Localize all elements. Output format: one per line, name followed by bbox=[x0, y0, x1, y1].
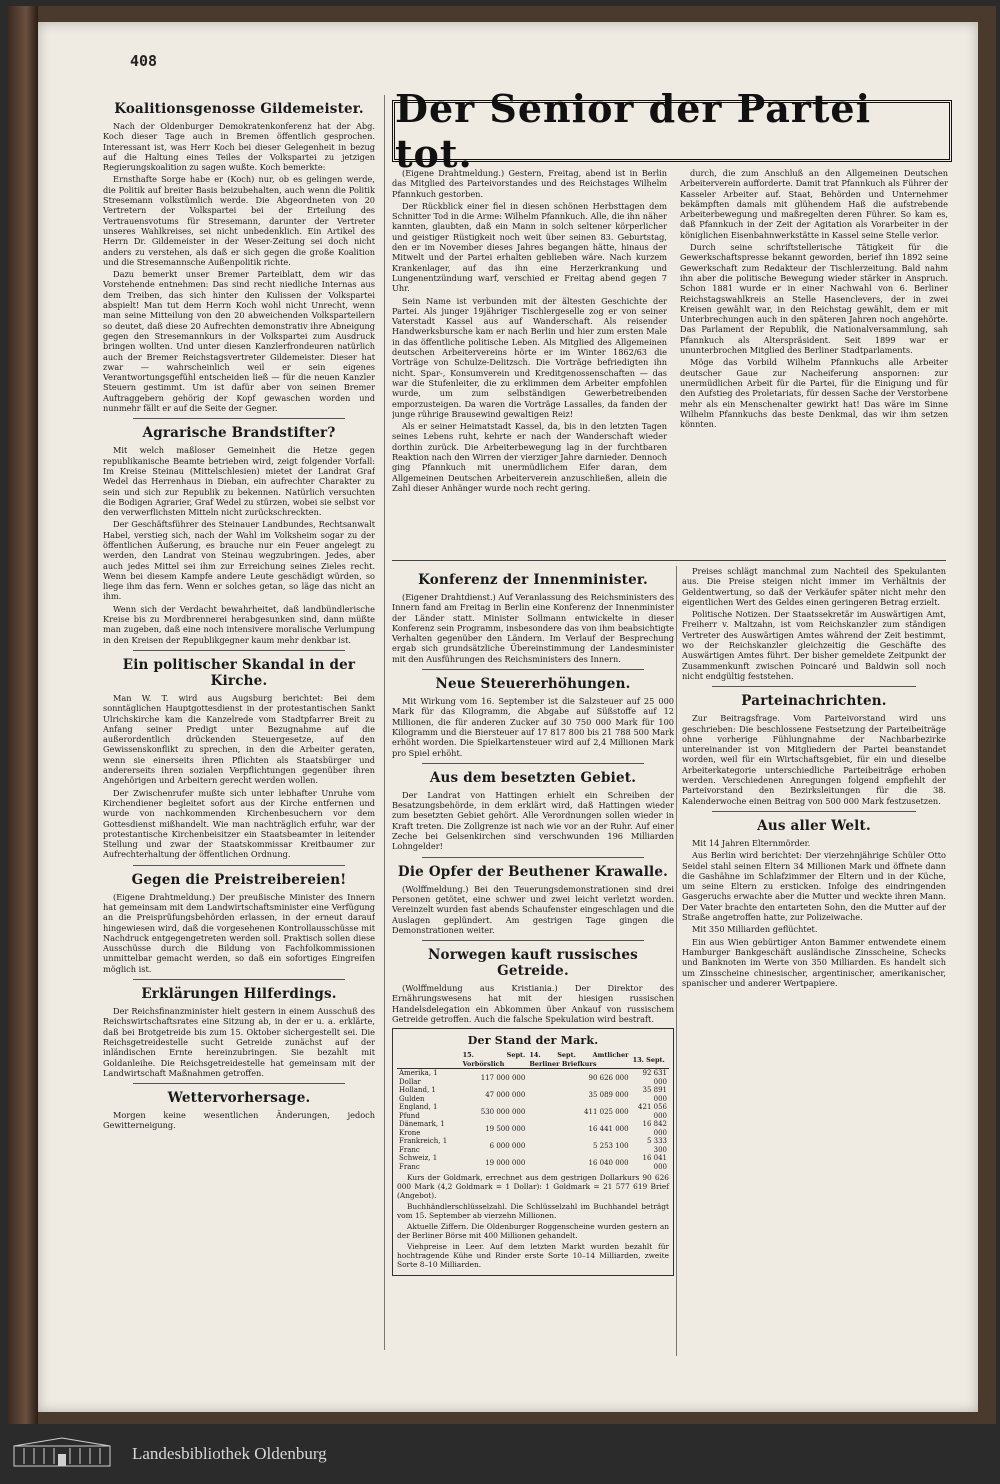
lead-paragraph: (Eigene Drahtmeldung.) Gestern, Freitag, abend ist in Berlin das Mitglied des Parteivorstandes und des Reichstages Wilhelm Pfannkuch gestorben. bbox=[392, 168, 667, 199]
market-row bbox=[397, 1086, 669, 1103]
library-brand: Landesbibliothek Oldenburg bbox=[132, 1444, 327, 1463]
article-heading: Aus aller Welt. bbox=[757, 817, 871, 834]
article-rule bbox=[422, 763, 644, 764]
article-heading: Neue Steuererhöhungen. bbox=[435, 676, 631, 693]
article-paragraph: Ernsthafte Sorge habe er (Koch) nur, ob es gelingen werde, die Politik auf breiter Basis beizubehalten, auch wenn die Politik Stresemann volkstümlich werde. Die Abgeordneten von 20 Vertretern der Volkspartei bei der Erteilung des Vertrauensvotums für Stresemann, darunter der Vertreter unseres Wahlkreises, sei nicht unbedenklich. Ein Artikel des Herrn Dr. Gildemeister in der Weser-Zeitung sei doch nicht anders zu verstehen, als daß er sich gegen die große Koalition und die Stresemannsche Außenpolitik richte. bbox=[103, 174, 375, 267]
market-cell: 35 891 000 bbox=[642, 1086, 667, 1103]
market-cell: Holland, 1 Gulden bbox=[399, 1086, 436, 1103]
market-row bbox=[397, 1120, 669, 1137]
market-cell: 5 333 300 bbox=[646, 1137, 667, 1154]
market-title: Der Stand der Mark. bbox=[467, 1034, 599, 1048]
market-cell: England, 1 Pfund bbox=[399, 1103, 438, 1120]
column-3 bbox=[682, 566, 946, 1356]
market-header: 14. Sept. Amtlicher Berliner Briefkurs bbox=[529, 1051, 629, 1068]
market-cell: 117 000 000 bbox=[480, 1073, 526, 1082]
market-note: Buchhändlerschlüsselzahl. Die Schlüsselzahl im Buchhandel beträgt vom 15. September ab vierzehn Millionen. bbox=[397, 1202, 669, 1221]
lead-paragraph: Der Rückblick einer fiel in diesen schönen Herbsttagen dem Schnitter Tod in die Arme: Wilhelm Pfannkuch. Alle, die ihn näher kannten, glaubten, daß ein Mann in solch seltener körperlicher und geistiger Rüstigkeit noch weit über seinen 83. Geburtstag, den er im November dieses Jahres begangen hätte, hinaus der Mitwelt und der Partei erhalten geblieben wäre. Nach kurzem Krankenlager, auf das ihn eine Herzerkrankung und Lungenentzündung warf, verschied er Freitag abend gegen 7 Uhr. bbox=[392, 200, 667, 294]
article-rule bbox=[422, 857, 644, 858]
market-cell: 90 626 000 bbox=[588, 1073, 629, 1082]
article-heading: Aus dem besetzten Gebiet. bbox=[429, 769, 637, 786]
market-cell: Amerika, 1 Dollar bbox=[399, 1069, 438, 1086]
market-row bbox=[397, 1069, 669, 1087]
article-paragraph: Mit welch maßloser Gemeinheit die Hetze gegen republikanische Beamte betrieben wird, zeigt folgender Vorfall: Im Kreise Steinau (Mittelschlesien) mietet der Landrat Graf Wedel das Herrenhaus in Dieban, ein aufrechter Charakter zu sein und sich zur Republik zu bekennen. Natürlich versuchten die Bodigen Agrarier, Graf Wedel zu stürzen, wobei sie selbst vor den verwerflichsten Mitteln nicht zurückschreckten. bbox=[103, 445, 375, 518]
market-cell: 92 631 000 bbox=[642, 1069, 667, 1086]
article-paragraph: Der Geschäftsführer des Steinauer Landbundes, Rechtsanwalt Habel, verstieg sich, nach der Wahl im Volksheim sogar zu der öffentlichen Äußerung, es brauche nur ein Feuer angelegt zu werden, den Landrat von Steinau wegzubringen. Jedes, aber auch jedes Mittel sei ihm zur Erreichung seines Zieles recht. Wenn bei diesem Kampfe andere Leute geschädigt würden, so liege ihm das fern. Wenn er solches getan, so läge das nicht an ihm. bbox=[103, 519, 375, 602]
article-heading: Wettervorhersage. bbox=[167, 1090, 311, 1107]
article-paragraph: Nach der Oldenburger Demokratenkonferenz hat der Abg. Koch dieser Tage auch in Bremen öffentlich gesprochen. Interessant ist, was Herr Koch bei dieser Gelegenheit in bezug auf die Haltung eines Teiles der Volkspartei zu jetzigen Regierungskoalition zu sagen wußte. Koch bemerkte: bbox=[103, 121, 375, 173]
market-cell: Frankreich, 1 Franc bbox=[399, 1137, 448, 1154]
market-row bbox=[397, 1137, 669, 1154]
article-paragraph: (Eigener Drahtdienst.) Auf Veranlassung des Reichsministers des Innern fand am Freitag in Berlin eine Konferenz der Innenminister der Länder statt. Minister Sollmann entwickelte in dieser Konferenz sein Programm, insbesondere das von ihm beabsichtigte Verhalten gegenüber den Ländern. Im Verlauf der Besprechung ergab sich grundsätzliche Übereinstimmung der Landesminister mit den Ausführungen des Reichsministers des Innern. bbox=[392, 592, 674, 664]
masthead-title: Der Senior der Partei tot. bbox=[395, 86, 872, 176]
article-rule bbox=[422, 940, 644, 941]
article-paragraph: Aus Berlin wird berichtet: Der vierzehnjährige Schüler Otto Seidel stahl seinen Eltern 34 Millionen Mark und öffnete dann die Gashähne im Schlafzimmer der Eltern und in der Küche, um seine Eltern zu ersticken. Infolge des eindringenden Gasgeruchs erwachte aber die Mutter und weckte ihren Mann. Der Vater brachte den entarteten Sohn, den die Mutter auf der Straße angetroffen hatte, zur Polizeiwache. bbox=[682, 850, 946, 923]
article-heading: Gegen die Preistreibereien! bbox=[131, 871, 347, 888]
market-header bbox=[397, 1051, 461, 1069]
article-rule bbox=[133, 418, 345, 419]
article-rule bbox=[712, 686, 916, 687]
masthead-box bbox=[392, 86, 952, 176]
article-heading: Norwegen kauft russisches Getreide. bbox=[428, 947, 638, 980]
market-cell: 35 089 000 bbox=[588, 1090, 629, 1099]
article-paragraph: (Eigene Drahtmeldung.) Der preußische Minister des Innern hat gemeinsam mit dem Landwirtschaftsminister eine Verfügung an die Preisprüfungsbehörden erlassen, in der erneut darauf hingewiesen wird, daß die vorgesehenen Kontrollausschüsse mit Nachdruck entgegengetreten werden soll. Praktisch sollen diese Ausschüsse durch die Bildung von Fachfolkommissionen unmittelbar gemacht werden, so daß ein sofortiges Eingreifen möglich ist. bbox=[103, 891, 375, 974]
article-heading: Konferenz der Innenminister. bbox=[418, 572, 648, 588]
article-paragraph: Wenn sich der Verdacht bewahrheitet, daß landbündlerische Kreise bis zu Mordbrennerei herabgesunken sind, dann müßte man zugeben, daß eine noch intensivere moralische Verlumpung in den Kreisen der Republikgegner kaum mehr denkbar ist. bbox=[103, 603, 375, 645]
book-binding bbox=[8, 6, 38, 1424]
article-rule bbox=[133, 1083, 345, 1084]
lead-article-left bbox=[392, 168, 667, 556]
section-rule bbox=[392, 560, 946, 561]
market-cell: Dänemark, 1 Krone bbox=[399, 1120, 445, 1137]
page-number: 408 bbox=[130, 52, 158, 70]
market-note: Kurs der Goldmark, errechnet aus dem gestrigen Dollarkurs 90 626 000 Mark (4,2 Goldmark = 1 Dollar): 1 Goldmark = 21 577 619 Brief (Angebot). bbox=[397, 1173, 669, 1201]
lead-paragraph: Sein Name ist verbunden mit der ältesten Geschichte der Partei. Als junger 19jähriger Tischlergeselle zog er von seiner Vaterstadt Kassel aus auf Wanderschaft. Als reisender Handwerksbursche kam er nach Berlin und hier zum ersten Male in das öffentliche politische Leben. Als Mitglied des Allgemeinen deutschen Arbeitervereins hörte er im Winter 1862/63 die Vorträge von Schulze-Delitzsch. Die Vorträge befriedigten ihn nicht. Spar-, Konsumverein und Kreditgenossenschaften — das war die Stufenleiter, die zu erklimmen dem Arbeiter empfohlen wurde, um zum selbständigen Gewerbetreibenden emporzusteigen. Da waren die Vorträge Lassalles, da fanden der junge rührige Brausewind gewaltigen Reiz! bbox=[392, 295, 667, 419]
market-cell: 530 000 000 bbox=[480, 1107, 526, 1116]
market-cell: 421 056 000 bbox=[638, 1103, 667, 1120]
market-cell: Schweiz, 1 Franc bbox=[399, 1154, 438, 1171]
article-paragraph: (Wolffmeldung.) Bei den Teuerungsdemonstrationen sind drei Personen getötet, eine schwer und zwei leicht verletzt worden. Vereinzelt wurden fast abends Schaufenster eingeschlagen und die Auslagen geplündert. Am gestrigen Tage gingen die Demonstrationen weiter. bbox=[392, 883, 674, 935]
article-heading: Agrarische Brandstifter? bbox=[142, 425, 336, 442]
market-table bbox=[397, 1051, 669, 1171]
article-paragraph: Ein aus Wien gebürtiger Anton Bammer entwendete einem Hamburger Bankgeschäft ausländische Zinsscheine, Schecks und Banknoten im Werte von 350 Milliarden. Es handelt sich um Zinsscheine chinesischer, argentinischer, amerikanischer, spanischer und anderer Wertpapiere. bbox=[682, 936, 946, 988]
market-cell: 16 041 000 bbox=[642, 1154, 667, 1171]
article-paragraph: Zur Beitragsfrage. Vom Parteivorstand wird uns geschrieben: Die beschlossene Festsetzung der Parteibeiträge ohne vorherige Fühlungnahme der Nachbarbezirke untereinander ist von Mitgliedern der Partei beanstandet worden, weil für ein Wirtschaftsgebiet, für ein und dieselbe Arbeiterkategorie unterschiedliche Parteibeiträge erhoben werden. Verschiedenen Anregungen folgend empfiehlt der Parteivorstand den Bezirksleitungen für die 38. Kalenderwoche einen Beitrag von 500 000 Mark festzusetzen. bbox=[682, 713, 946, 806]
lead-paragraph: Möge das Vorbild Wilhelm Pfannkuchs alle Arbeiter deutscher Gaue zur Nacheiferung anspornen: zur unermüdlichen Arbeit für die Partei, für die Einigung und für den Aufstieg des Proletariats, für dessen Sache der Verstorbene mehr als ein Menschenalter gewirkt hat! Das wäre im Sinne Wilhelm Pfannkuchs das beste Denkmal, das wir ihm setzen könnten. bbox=[680, 357, 948, 430]
library-building-icon bbox=[12, 1436, 122, 1468]
market-cell: 16 040 000 bbox=[588, 1158, 629, 1167]
article-heading: Die Opfer der Beuthener Krawalle. bbox=[397, 863, 669, 880]
article-paragraph: Man W. T. wird aus Augsburg berichtet: Bei dem sonntäglichen Hauptgottesdienst in der protestantischen Sankt Ulrichskirche kam die Kanzelrede vom Stadtpfarrer Breit zu Anfang seiner Predigt unter Bezugnahme auf die außerordentlich drückenden Steuergesetze, auf den Gewissenskonflikt zu sprechen, in den die Arbeiter geraten, wenn sie einerseits ihren Pflichten als Staatsbürger und andererseits ihren sozialen Verpflichtungen gegenüber ihren Angehörigen und Arbeitern gerecht werden wollen. bbox=[103, 692, 375, 786]
market-cell: 19 500 000 bbox=[485, 1124, 526, 1133]
market-note: Viehpreise in Leer. Auf dem letzten Markt wurden bezahlt für hochtragende Kühe und Rinder erste Sorte 10–14 Milliarden, zweite Sorte 8–10 Milliarden. bbox=[397, 1242, 669, 1270]
market-cell: 5 253 100 bbox=[592, 1141, 629, 1150]
market-row bbox=[397, 1154, 669, 1171]
market-header: 15. Sept. Vorbörslich bbox=[462, 1051, 526, 1068]
lead-paragraph: Als er seiner Heimatstadt Kassel, da, bis in den letzten Tagen seines Lebens ruht, kehrte er nach der Wanderschaft wieder dorthin zurück. Die Arbeiterbewegung lag in der furchtbaren Reaktion nach den Wirren der vierziger Jahre darnieder. Dennoch ging Pfannkuch mit unermüdlichem Eifer daran, dem Allgemeinen Deutschen Arbeiterverein anzuschließen, allein die Zahl dieser Anhänger wurde noch recht gering. bbox=[392, 421, 667, 493]
market-cell: 16 842 000 bbox=[642, 1120, 667, 1137]
article-rule bbox=[133, 865, 345, 866]
article-rule bbox=[422, 669, 644, 670]
market-box bbox=[392, 1028, 674, 1276]
article-paragraph: Preises schlägt manchmal zum Nachteil des Spekulanten aus. Die Preise steigen nicht immer im Verhältnis der Geldentwertung, so daß der Verkäufer später nicht mehr den eigentlichen Wert des Geldes einen geringeren Betrag erzielt. bbox=[682, 566, 946, 607]
article-rule bbox=[712, 811, 916, 812]
market-note: Aktuelle Ziffern. Die Oldenburger Roggenscheine wurden gestern an der Berliner Börse mit 400 Millionen gehandelt. bbox=[397, 1222, 669, 1241]
article-heading: Ein politischer Skandal in der Kirche. bbox=[122, 656, 356, 689]
lead-paragraph: Durch seine schriftstellerische Tätigkeit für die Gewerkschaftspresse bekannt geworden, berief ihn 1892 seine Gewerkschaft zum Redakteur der Tischlerzeitung. Bald nahm ihn aber die politische Bewegung wieder stärker in Anspruch. Schon 1881 wurde er in einer Nachwahl von 6. Berliner Reichstagswahlkreis an Stelle Hasenclevers, der in zwei Kreisen gewählt war, in den Reichstag gewählt, dem er mit Unterbrechungen auch in den späteren Jahren noch angehörte. Das Parlament der Republik, die Nationalversammlung, sah Pfannkuch als Alterspräsident. Seit 1899 war er ununterbrochen Mitglied des Berliner Stadtparlaments. bbox=[680, 242, 948, 356]
article-paragraph: Politische Notizen. Der Staatssekretär im Auswärtigen Amt, Freiherr v. Maltzahn, ist vom Reichskanzler zum ständigen Vertreter des Auswärtigen Amtes während der Zeit bestimmt, wo der Reichskanzler gleichzeitig die Geschäfte des Auswärtigen Amtes führt. Der bisher gemeldete Zeitpunkt der Zusammenkunft zwischen Poincaré und Baldwin soll noch nicht endgültig feststehen. bbox=[682, 609, 946, 681]
article-paragraph: Der Reichsfinanzminister hielt gestern in einem Ausschuß des Reichswirtschaftsrates eine Sitzung ab, in der er u. a. erklärte, daß bei Brotgetreide bis zum 15. Oktober sichergestellt sei. Die Reichsgetreidestelle sucht Getreide zunächst auf der inländischen Ernte hereinzubringen. Sie bezahlt mit Goldanleihe. Die Reichsgetreidestelle hat gemeinsam mit der Landwirtschaft Maßnahmen getroffen. bbox=[103, 1006, 375, 1078]
market-header: 13. Sept. bbox=[631, 1051, 669, 1069]
article-paragraph: Morgen keine wesentlichen Änderungen, jedoch Gewitterneigung. bbox=[103, 1110, 375, 1131]
column-rule bbox=[384, 95, 385, 1350]
market-notes bbox=[397, 1173, 669, 1269]
lead-article-right bbox=[680, 168, 948, 556]
footer-bar bbox=[0, 1424, 1000, 1484]
lead-paragraph: durch, die zum Anschluß an den Allgemeinen Deutschen Arbeiterverein aufforderte. Damit trat Pfannkuch als Führer der Kasseler Arbeiter auf. Staat, Behörden und Unternehmer bekämpften damals mit glühendem Haß die aufstrebende Arbeiterbewegung und maßregelten deren Führer. So kam es, daß Pfannkuch in der Zeit der Agitation als Vorarbeiter in der königlichen Eisenbahnwerkstätte in Kassel seine Stelle verlor. bbox=[680, 168, 948, 240]
article-heading: Erklärungen Hilferdings. bbox=[141, 986, 337, 1003]
column-1 bbox=[103, 95, 375, 1350]
article-paragraph: Der Zwischenrufer mußte sich unter lebhafter Unruhe vom Kirchendiener begleitet sofort aus der Kirche entfernen und wurde von nachkommenden Kirchenbesuchern vor dem Gottesdienst mißhandelt. Wie man nachträglich erfuhr, war der protestantische Kirchenbeisitzer ein Staatsbeamter in leitender Stellung und zwar der Staatskommissar Kreitbaumer zur Aufrechterhaltung der öffentlichen Ordnung. bbox=[103, 787, 375, 860]
market-row bbox=[397, 1103, 669, 1120]
market-cell: 19 000 000 bbox=[485, 1158, 526, 1167]
market-cell: 16 441 000 bbox=[588, 1124, 629, 1133]
article-paragraph: Mit 350 Milliarden geflüchtet. bbox=[692, 924, 818, 935]
article-paragraph: Der Landrat von Hattingen erhielt ein Schreiben der Besatzungsbehörde, in dem erklärt wird, daß Hattingen wieder zum besetzten Gebiet gehört. Alle Verordnungen sollen wieder in Kraft treten. Die Zollgrenze ist nach wie vor an der Ruhr. Auf einer Zeche bei Gelsenkirchen sind verschwunden 196 Milliarden Lohngelder! bbox=[392, 789, 674, 852]
market-cell: 411 025 000 bbox=[584, 1107, 629, 1116]
article-paragraph: Mit 14 Jahren Elternmörder. bbox=[692, 837, 811, 848]
market-cell: 6 000 000 bbox=[489, 1141, 526, 1150]
article-paragraph: (Wolffmeldung aus Kristiania.) Der Direktor des Ernährungswesens hat mit der hiesigen russischen Handelsdelegation ein Abkommen über Ankauf von russischem Getreide getroffen. Auch die falsche Spekulation wird bestraft. bbox=[392, 983, 674, 1025]
market-cell: 47 000 000 bbox=[485, 1090, 526, 1099]
column-rule bbox=[676, 566, 677, 1356]
article-rule bbox=[133, 650, 345, 651]
column-2 bbox=[392, 566, 674, 1356]
article-heading: Koalitionsgenosse Gildemeister. bbox=[114, 101, 364, 117]
article-paragraph: Dazu bemerkt unser Bremer Parteiblatt, dem wir das Vorstehende entnehmen: Das sind recht niedliche Internas aus dem Treiben, das sich hinter den Kulissen der Volkspartei abspielt! Man tut dem Herrn Koch wohl nicht Unrecht, wenn man seine Mitteilung von den 20 abweichenden Volksparteilern so deutet, daß diese 20 Aufrechten demonstrativ ihre Abneigung gegen den Stresemannkurs in der Volkspartei zum Ausdruck bringen wollten. Und unter diesen Kanzlerfrondeuren natürlich auch der Bremer Reichstagsvertreter Gildemeister. Dieser hat zwar — wahrscheinlich weil er sein eigenes Verantwortungsgefühl entscheiden ließ — für die neuen Kanzler Steuern gestimmt. Um ist dafür aber von seinen Bremer Auftraggebern gehörig der Kopf gewaschen worden und nunmehr fällt er auf die Seite der Gegner. bbox=[103, 269, 375, 414]
article-heading: Parteinachrichten. bbox=[741, 693, 887, 710]
article-rule bbox=[133, 979, 345, 980]
article-paragraph: Mit Wirkung vom 16. September ist die Salzsteuer auf 25 000 Mark für das Kilogramm, die Abgabe auf Süßstoffe auf 12 Millionen, die für anderen Zucker auf 30 750 000 Mark für 100 Kilogramm und die Biersteuer auf 17 817 800 bis 21 788 500 Mark erhöht worden. Die Spielkartensteuer wird auf 2,4 Millionen Mark pro Spiel erhöht. bbox=[392, 696, 674, 758]
